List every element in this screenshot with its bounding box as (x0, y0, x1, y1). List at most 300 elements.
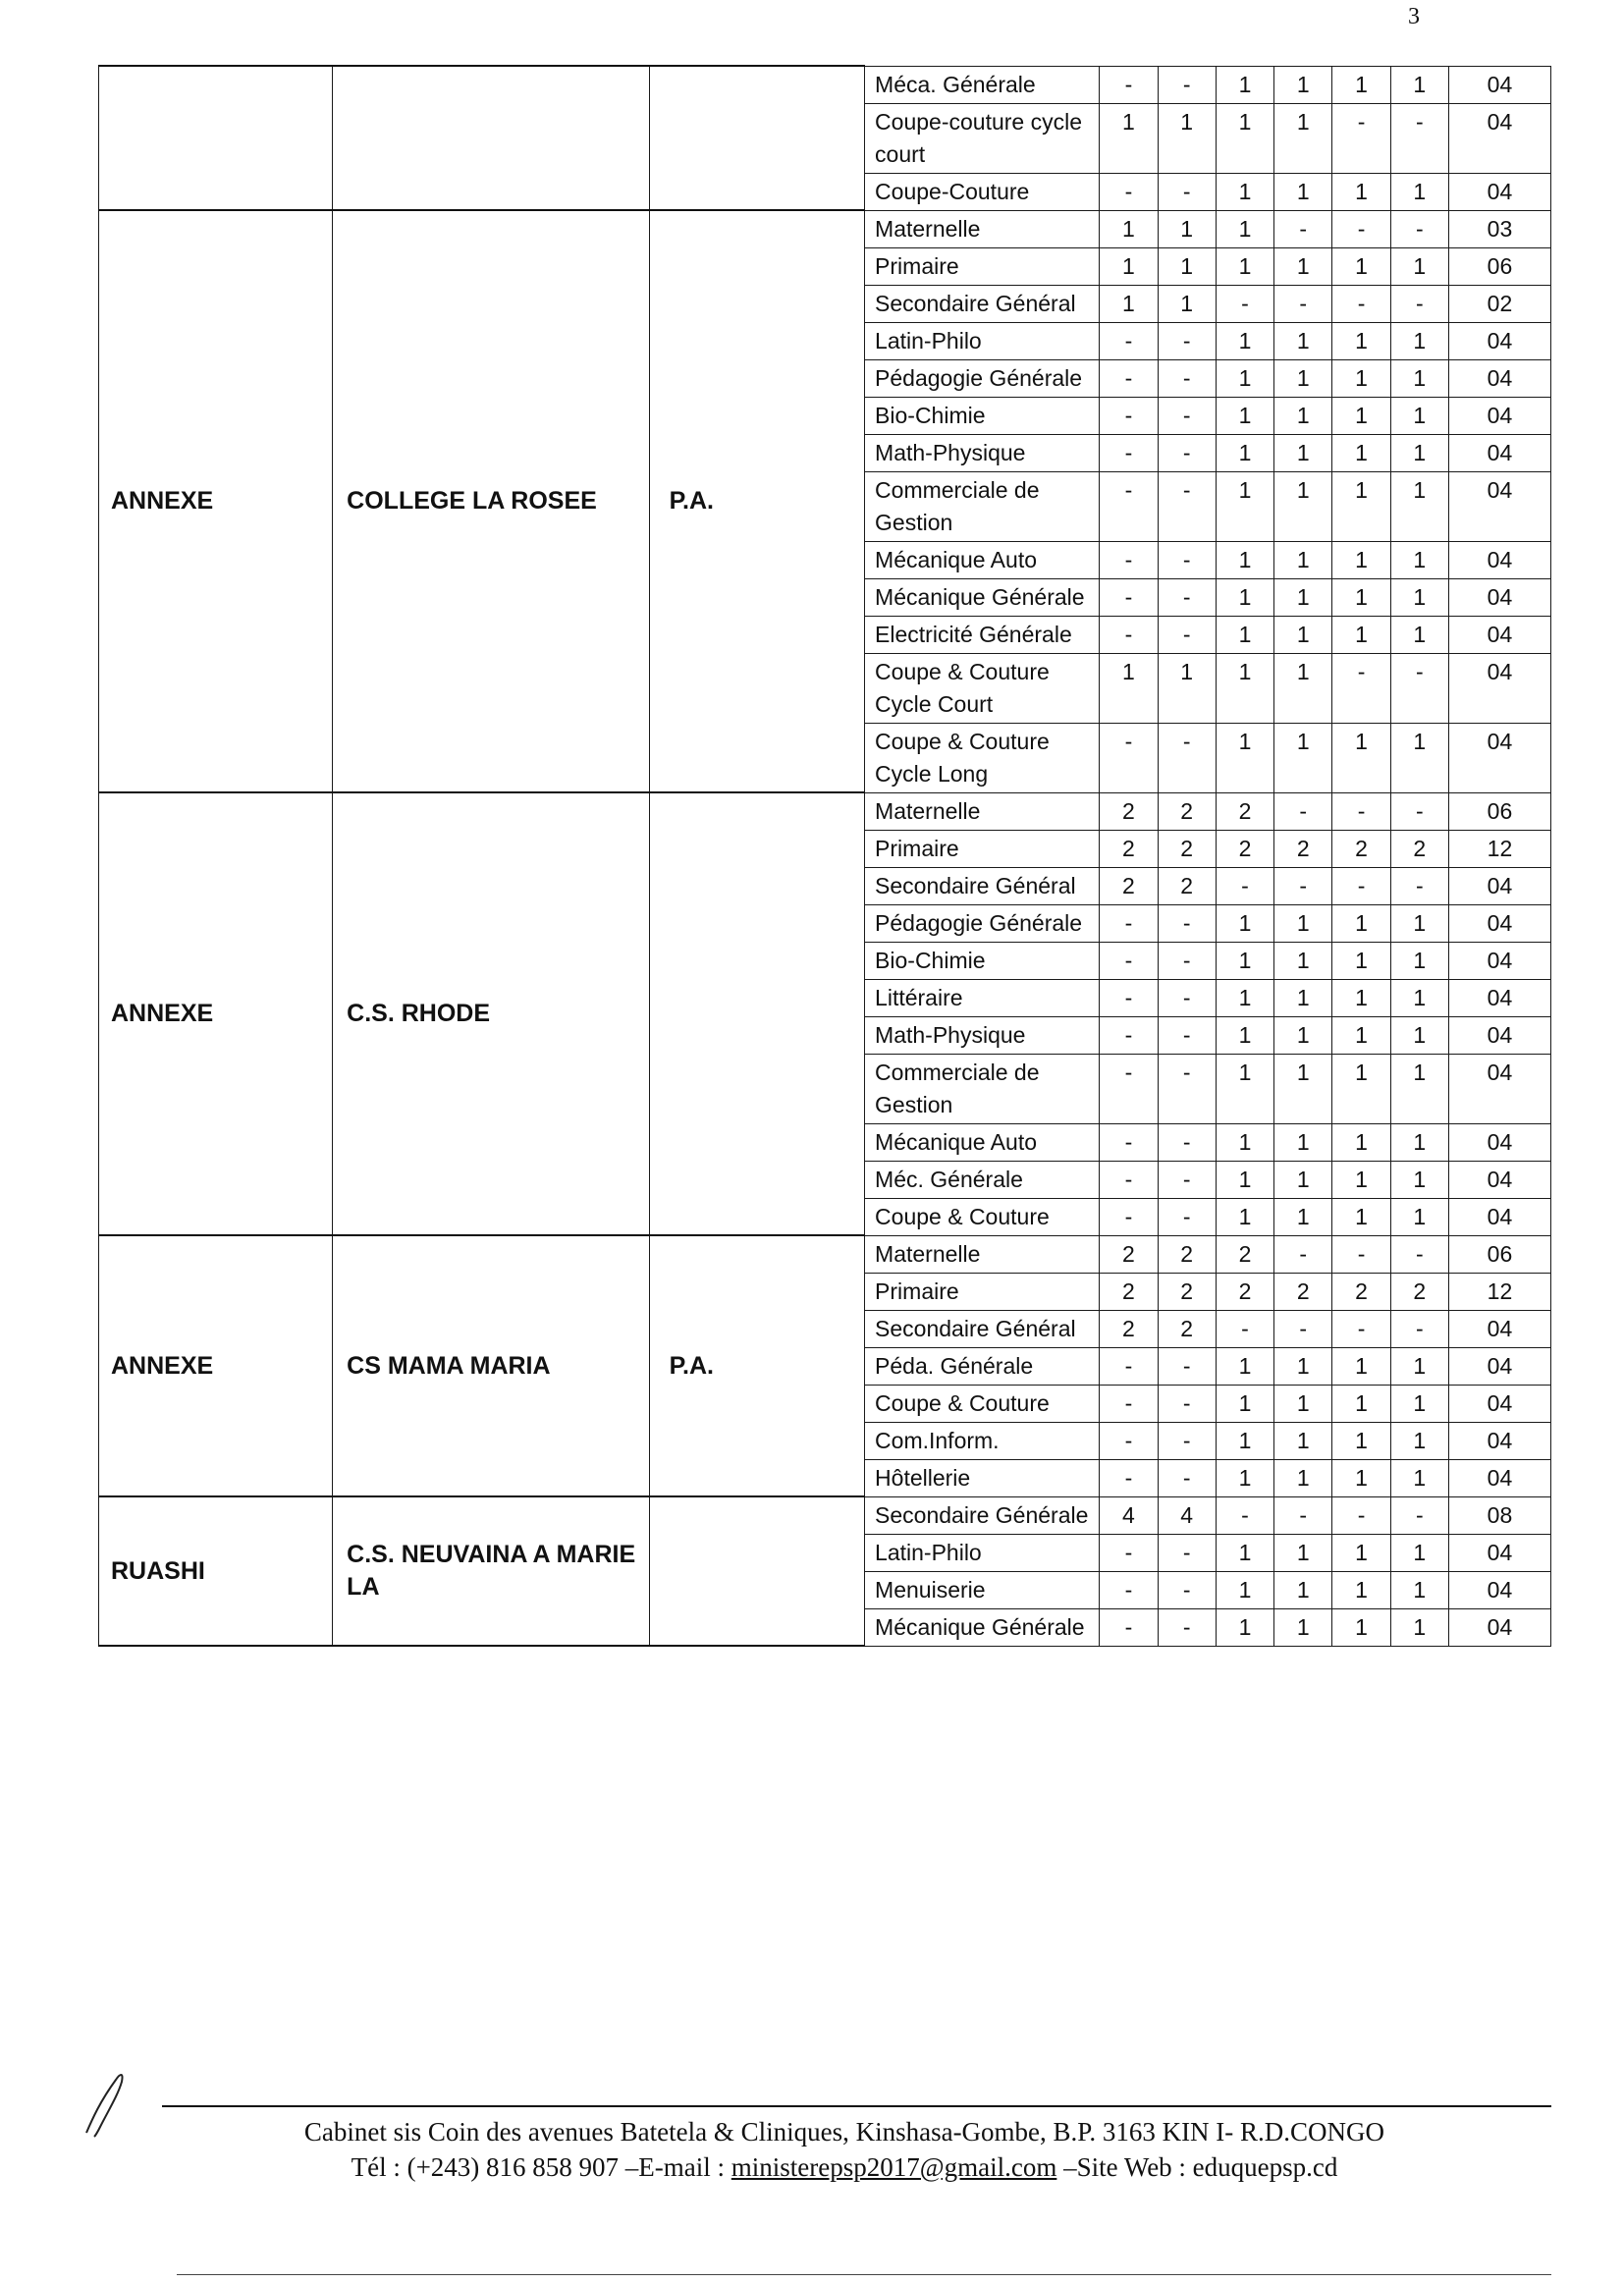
class-count-cell: 4 (1100, 1496, 1158, 1534)
class-count-cell: 1 (1390, 247, 1448, 285)
class-count-cell: - (1158, 1571, 1216, 1608)
bottom-edge-line (177, 2274, 1551, 2275)
class-count-cell: - (1100, 723, 1158, 792)
option-cell: Com.Inform. (865, 1422, 1100, 1459)
total-cell: 04 (1448, 1198, 1550, 1235)
class-count-cell: 1 (1158, 103, 1216, 173)
class-count-cell: 1 (1216, 1534, 1273, 1571)
class-count-cell: - (1158, 1534, 1216, 1571)
class-count-cell: - (1100, 397, 1158, 434)
class-count-cell: - (1332, 653, 1390, 723)
total-cell: 04 (1448, 1459, 1550, 1496)
class-count-cell: 1 (1390, 1198, 1448, 1235)
class-count-cell: - (1332, 103, 1390, 173)
option-cell: Méc. Générale (865, 1161, 1100, 1198)
class-count-cell: - (1274, 792, 1332, 830)
class-count-cell: 1 (1332, 1016, 1390, 1054)
total-cell: 04 (1448, 1422, 1550, 1459)
class-count-cell: 1 (1274, 322, 1332, 359)
option-cell: Mécanique Auto (865, 1123, 1100, 1161)
class-count-cell: 1 (1332, 942, 1390, 979)
total-cell: 04 (1448, 1385, 1550, 1422)
class-count-cell: 1 (1274, 173, 1332, 210)
class-count-cell: 1 (1216, 723, 1273, 792)
class-count-cell: 1 (1274, 616, 1332, 653)
option-cell: Primaire (865, 247, 1100, 285)
class-count-cell: - (1390, 103, 1448, 173)
class-count-cell: 1 (1216, 541, 1273, 578)
total-cell: 06 (1448, 792, 1550, 830)
class-count-cell: 1 (1274, 1347, 1332, 1385)
class-count-cell: - (1158, 434, 1216, 471)
option-cell: Hôtellerie (865, 1459, 1100, 1496)
allocation-table (98, 65, 1551, 1647)
group-label: ANNEXE (111, 1351, 214, 1380)
class-count-cell: 1 (1332, 904, 1390, 942)
class-count-cell: 1 (1100, 653, 1158, 723)
class-count-cell: 1 (1216, 397, 1273, 434)
class-count-cell: 1 (1390, 723, 1448, 792)
class-count-cell: 2 (1332, 830, 1390, 867)
class-count-cell: 1 (1158, 285, 1216, 322)
class-count-cell: - (1158, 1347, 1216, 1385)
class-count-cell: 2 (1332, 1273, 1390, 1310)
class-count-cell: 1 (1274, 1608, 1332, 1646)
class-count-cell: - (1100, 1161, 1158, 1198)
class-count-cell: 2 (1158, 830, 1216, 867)
option-cell: Coupe-couture cycle court (865, 103, 1100, 173)
school-cell (333, 66, 649, 210)
class-count-cell: 1 (1332, 434, 1390, 471)
class-count-cell: 1 (1100, 247, 1158, 285)
footer-phone: Tél : (+243) 816 858 907 –E-mail : (351, 2152, 731, 2182)
class-count-cell: 1 (1390, 616, 1448, 653)
class-count-cell: 1 (1332, 1422, 1390, 1459)
class-count-cell: - (1100, 322, 1158, 359)
class-count-cell: 1 (1332, 66, 1390, 103)
class-count-cell: - (1100, 173, 1158, 210)
class-count-cell: - (1100, 434, 1158, 471)
option-cell: Math-Physique (865, 1016, 1100, 1054)
total-cell: 04 (1448, 1347, 1550, 1385)
class-count-cell: 1 (1390, 541, 1448, 578)
class-count-cell: - (1158, 471, 1216, 541)
class-count-cell: 1 (1100, 210, 1158, 247)
total-cell: 04 (1448, 1608, 1550, 1646)
group-label: ANNEXE (111, 487, 214, 515)
class-count-cell: - (1100, 1385, 1158, 1422)
class-count-cell: 1 (1390, 1016, 1448, 1054)
class-count-cell: 1 (1274, 1385, 1332, 1422)
class-count-cell: 1 (1332, 1571, 1390, 1608)
total-cell: 12 (1448, 1273, 1550, 1310)
class-count-cell: - (1158, 904, 1216, 942)
class-count-cell: - (1158, 616, 1216, 653)
class-count-cell: 1 (1274, 1571, 1332, 1608)
total-cell: 04 (1448, 1571, 1550, 1608)
total-cell: 12 (1448, 830, 1550, 867)
table-row (99, 1496, 1551, 1534)
class-count-cell: - (1390, 792, 1448, 830)
table-row (99, 792, 1551, 830)
school-cell (333, 1496, 649, 1646)
class-count-cell: 2 (1100, 1310, 1158, 1347)
option-cell: Péda. Générale (865, 1347, 1100, 1385)
district-cell (99, 210, 333, 792)
class-count-cell: - (1390, 1310, 1448, 1347)
class-count-cell: - (1158, 1123, 1216, 1161)
option-cell: Secondaire Générale (865, 1496, 1100, 1534)
class-count-cell: 1 (1274, 578, 1332, 616)
group-label: P.A. (669, 487, 714, 515)
class-count-cell: 1 (1216, 1571, 1273, 1608)
class-count-cell: 1 (1216, 653, 1273, 723)
total-cell: 04 (1448, 1016, 1550, 1054)
option-cell: Latin-Philo (865, 1534, 1100, 1571)
class-count-cell: 2 (1100, 1235, 1158, 1273)
class-count-cell: - (1100, 904, 1158, 942)
class-count-cell: - (1100, 942, 1158, 979)
class-count-cell: 1 (1332, 173, 1390, 210)
class-count-cell: 2 (1158, 867, 1216, 904)
class-count-cell: 1 (1216, 1161, 1273, 1198)
option-cell: Maternelle (865, 210, 1100, 247)
class-count-cell: - (1158, 541, 1216, 578)
regime-cell (649, 792, 864, 1235)
class-count-cell: - (1216, 1310, 1273, 1347)
class-count-cell: 1 (1100, 285, 1158, 322)
class-count-cell: 1 (1158, 210, 1216, 247)
option-cell: Bio-Chimie (865, 397, 1100, 434)
class-count-cell: 1 (1274, 103, 1332, 173)
class-count-cell: 1 (1332, 1347, 1390, 1385)
class-count-cell: 1 (1274, 1054, 1332, 1123)
class-count-cell: - (1274, 1310, 1332, 1347)
class-count-cell: 1 (1332, 1198, 1390, 1235)
class-count-cell: 1 (1390, 359, 1448, 397)
total-cell: 04 (1448, 434, 1550, 471)
class-count-cell: - (1158, 359, 1216, 397)
option-cell: Pédagogie Générale (865, 359, 1100, 397)
class-count-cell: 2 (1100, 792, 1158, 830)
class-count-cell: 2 (1216, 830, 1273, 867)
class-count-cell: 1 (1332, 359, 1390, 397)
option-cell: Primaire (865, 1273, 1100, 1310)
total-cell: 04 (1448, 979, 1550, 1016)
class-count-cell: 1 (1216, 210, 1273, 247)
class-count-cell: - (1100, 1571, 1158, 1608)
class-count-cell: 1 (1390, 979, 1448, 1016)
class-count-cell: 1 (1390, 1385, 1448, 1422)
class-count-cell: 1 (1274, 1161, 1332, 1198)
option-cell: Secondaire Général (865, 285, 1100, 322)
total-cell: 04 (1448, 173, 1550, 210)
total-cell: 04 (1448, 942, 1550, 979)
option-cell: Mécanique Générale (865, 578, 1100, 616)
option-cell: Math-Physique (865, 434, 1100, 471)
class-count-cell: 1 (1332, 1608, 1390, 1646)
table-row (99, 210, 1551, 247)
class-count-cell: 1 (1216, 1422, 1273, 1459)
class-count-cell: 2 (1158, 792, 1216, 830)
option-cell: Secondaire Général (865, 867, 1100, 904)
total-cell: 04 (1448, 359, 1550, 397)
class-count-cell: - (1100, 1534, 1158, 1571)
class-count-cell: 1 (1216, 359, 1273, 397)
option-cell: Mécanique Générale (865, 1608, 1100, 1646)
class-count-cell: 1 (1390, 66, 1448, 103)
total-cell: 06 (1448, 247, 1550, 285)
option-cell: Secondaire Général (865, 1310, 1100, 1347)
class-count-cell: 1 (1390, 173, 1448, 210)
class-count-cell: - (1390, 653, 1448, 723)
class-count-cell: 1 (1216, 66, 1273, 103)
class-count-cell: 1 (1216, 1054, 1273, 1123)
class-count-cell: - (1158, 979, 1216, 1016)
option-cell: Méca. Générale (865, 66, 1100, 103)
class-count-cell: - (1100, 1054, 1158, 1123)
class-count-cell: 1 (1390, 1054, 1448, 1123)
class-count-cell: - (1100, 66, 1158, 103)
class-count-cell: - (1158, 723, 1216, 792)
class-count-cell: 1 (1390, 1161, 1448, 1198)
class-count-cell: 1 (1332, 541, 1390, 578)
district-cell (99, 66, 333, 210)
group-label: C.S. NEUVAINA A MARIE LA (347, 1541, 636, 1601)
class-count-cell: - (1332, 1496, 1390, 1534)
class-count-cell: - (1100, 1198, 1158, 1235)
class-count-cell: 1 (1274, 66, 1332, 103)
class-count-cell: - (1158, 1608, 1216, 1646)
class-count-cell: 1 (1332, 1534, 1390, 1571)
total-cell: 04 (1448, 653, 1550, 723)
class-count-cell: 2 (1274, 1273, 1332, 1310)
class-count-cell: - (1390, 285, 1448, 322)
total-cell: 04 (1448, 541, 1550, 578)
class-count-cell: 1 (1390, 1123, 1448, 1161)
class-count-cell: 2 (1158, 1310, 1216, 1347)
class-count-cell: 1 (1274, 942, 1332, 979)
option-cell: Maternelle (865, 792, 1100, 830)
class-count-cell: 1 (1332, 616, 1390, 653)
class-count-cell: 2 (1274, 830, 1332, 867)
total-cell: 06 (1448, 1235, 1550, 1273)
page-number: 3 (1408, 4, 1420, 29)
class-count-cell: 1 (1216, 1347, 1273, 1385)
total-cell: 04 (1448, 904, 1550, 942)
regime-cell (649, 210, 864, 792)
class-count-cell: - (1158, 173, 1216, 210)
option-cell: Coupe & Couture Cycle Long (865, 723, 1100, 792)
class-count-cell: - (1100, 1347, 1158, 1385)
class-count-cell: - (1332, 867, 1390, 904)
class-count-cell: 1 (1332, 979, 1390, 1016)
class-count-cell: 1 (1216, 247, 1273, 285)
class-count-cell: 1 (1216, 1608, 1273, 1646)
class-count-cell: - (1100, 1016, 1158, 1054)
class-count-cell: 2 (1158, 1235, 1216, 1273)
class-count-cell: 1 (1274, 397, 1332, 434)
option-cell: Coupe-Couture (865, 173, 1100, 210)
class-count-cell: - (1332, 1235, 1390, 1273)
class-count-cell: 1 (1390, 471, 1448, 541)
class-count-cell: 1 (1332, 578, 1390, 616)
class-count-cell: 1 (1100, 103, 1158, 173)
total-cell: 04 (1448, 867, 1550, 904)
class-count-cell: 1 (1216, 1385, 1273, 1422)
class-count-cell: - (1390, 210, 1448, 247)
class-count-cell: 1 (1332, 1459, 1390, 1496)
class-count-cell: 1 (1390, 1571, 1448, 1608)
class-count-cell: - (1100, 616, 1158, 653)
class-count-cell: - (1158, 1198, 1216, 1235)
class-count-cell: 1 (1274, 1123, 1332, 1161)
class-count-cell: 1 (1158, 653, 1216, 723)
class-count-cell: - (1274, 1235, 1332, 1273)
class-count-cell: - (1216, 1496, 1273, 1534)
class-count-cell: 2 (1100, 867, 1158, 904)
total-cell: 04 (1448, 1054, 1550, 1123)
class-count-cell: - (1100, 1422, 1158, 1459)
class-count-cell: 1 (1274, 1016, 1332, 1054)
total-cell: 04 (1448, 103, 1550, 173)
total-cell: 04 (1448, 1310, 1550, 1347)
class-count-cell: 1 (1332, 1385, 1390, 1422)
district-cell (99, 1235, 333, 1496)
class-count-cell: 1 (1332, 247, 1390, 285)
class-count-cell: 1 (1216, 173, 1273, 210)
class-count-cell: 1 (1216, 434, 1273, 471)
table-row (99, 66, 1551, 103)
class-count-cell: 1 (1390, 1534, 1448, 1571)
class-count-cell: 2 (1216, 1235, 1273, 1273)
class-count-cell: 1 (1274, 979, 1332, 1016)
school-cell (333, 1235, 649, 1496)
total-cell: 04 (1448, 1534, 1550, 1571)
option-cell: Coupe & Couture Cycle Court (865, 653, 1100, 723)
class-count-cell: - (1274, 285, 1332, 322)
option-cell: Littéraire (865, 979, 1100, 1016)
class-count-cell: 2 (1100, 830, 1158, 867)
class-count-cell: - (1216, 285, 1273, 322)
regime-cell (649, 1235, 864, 1496)
class-count-cell: - (1100, 578, 1158, 616)
footer-contact (137, 2152, 1551, 2183)
class-count-cell: - (1100, 541, 1158, 578)
group-label: CS MAMA MARIA (347, 1351, 551, 1380)
class-count-cell: - (1274, 867, 1332, 904)
class-count-cell: 1 (1274, 904, 1332, 942)
footer-divider (162, 2105, 1551, 2107)
regime-cell (649, 1496, 864, 1646)
class-count-cell: - (1100, 1459, 1158, 1496)
class-count-cell: - (1100, 1123, 1158, 1161)
class-count-cell: 2 (1390, 830, 1448, 867)
class-count-cell: 2 (1100, 1273, 1158, 1310)
option-cell: Commerciale de Gestion (865, 1054, 1100, 1123)
class-count-cell: 1 (1274, 1198, 1332, 1235)
class-count-cell: 1 (1216, 979, 1273, 1016)
class-count-cell: 1 (1216, 904, 1273, 942)
class-count-cell: - (1390, 1235, 1448, 1273)
total-cell: 04 (1448, 723, 1550, 792)
class-count-cell: 1 (1274, 1534, 1332, 1571)
total-cell: 04 (1448, 471, 1550, 541)
class-count-cell: 1 (1216, 322, 1273, 359)
class-count-cell: 1 (1390, 578, 1448, 616)
class-count-cell: 2 (1158, 1273, 1216, 1310)
option-cell: Coupe & Couture (865, 1198, 1100, 1235)
class-count-cell: 1 (1274, 1459, 1332, 1496)
class-count-cell: - (1274, 210, 1332, 247)
class-count-cell: 2 (1216, 1273, 1273, 1310)
total-cell: 04 (1448, 1161, 1550, 1198)
class-count-cell: 1 (1332, 1123, 1390, 1161)
class-count-cell: 1 (1390, 322, 1448, 359)
class-count-cell: 1 (1216, 1123, 1273, 1161)
class-count-cell: 1 (1216, 942, 1273, 979)
class-count-cell: 1 (1332, 1161, 1390, 1198)
total-cell: 04 (1448, 397, 1550, 434)
class-count-cell: 1 (1274, 653, 1332, 723)
regime-cell (649, 66, 864, 210)
class-count-cell: 1 (1332, 1054, 1390, 1123)
group-label: COLLEGE LA ROSEE (347, 487, 597, 515)
class-count-cell: 1 (1216, 1198, 1273, 1235)
table-row (99, 1235, 1551, 1273)
class-count-cell: 1 (1216, 471, 1273, 541)
class-count-cell: - (1158, 1054, 1216, 1123)
class-count-cell: 1 (1274, 247, 1332, 285)
class-count-cell: - (1158, 1385, 1216, 1422)
class-count-cell: 1 (1216, 578, 1273, 616)
class-count-cell: - (1332, 792, 1390, 830)
class-count-cell: 1 (1390, 1608, 1448, 1646)
class-count-cell: 1 (1274, 541, 1332, 578)
class-count-cell: 1 (1332, 322, 1390, 359)
class-count-cell: 1 (1332, 723, 1390, 792)
class-count-cell: 1 (1390, 434, 1448, 471)
class-count-cell: - (1332, 210, 1390, 247)
class-count-cell: 1 (1332, 397, 1390, 434)
class-count-cell: - (1100, 1608, 1158, 1646)
class-count-cell: 1 (1390, 1347, 1448, 1385)
class-count-cell: 1 (1390, 942, 1448, 979)
total-cell: 04 (1448, 1123, 1550, 1161)
class-count-cell: 1 (1390, 1459, 1448, 1496)
option-cell: Coupe & Couture (865, 1385, 1100, 1422)
class-count-cell: 1 (1158, 247, 1216, 285)
total-cell: 04 (1448, 66, 1550, 103)
school-cell (333, 210, 649, 792)
class-count-cell: - (1158, 397, 1216, 434)
total-cell: 04 (1448, 578, 1550, 616)
signature-mark (79, 2062, 137, 2141)
class-count-cell: 1 (1216, 616, 1273, 653)
class-count-cell: 1 (1274, 723, 1332, 792)
class-count-cell: - (1158, 66, 1216, 103)
class-count-cell: - (1274, 1496, 1332, 1534)
group-label: RUASHI (111, 1556, 205, 1585)
option-cell: Maternelle (865, 1235, 1100, 1273)
class-count-cell: 1 (1216, 103, 1273, 173)
class-count-cell: - (1216, 867, 1273, 904)
class-count-cell: 1 (1216, 1016, 1273, 1054)
class-count-cell: - (1332, 1310, 1390, 1347)
class-count-cell: 4 (1158, 1496, 1216, 1534)
option-cell: Primaire (865, 830, 1100, 867)
district-cell (99, 1496, 333, 1646)
